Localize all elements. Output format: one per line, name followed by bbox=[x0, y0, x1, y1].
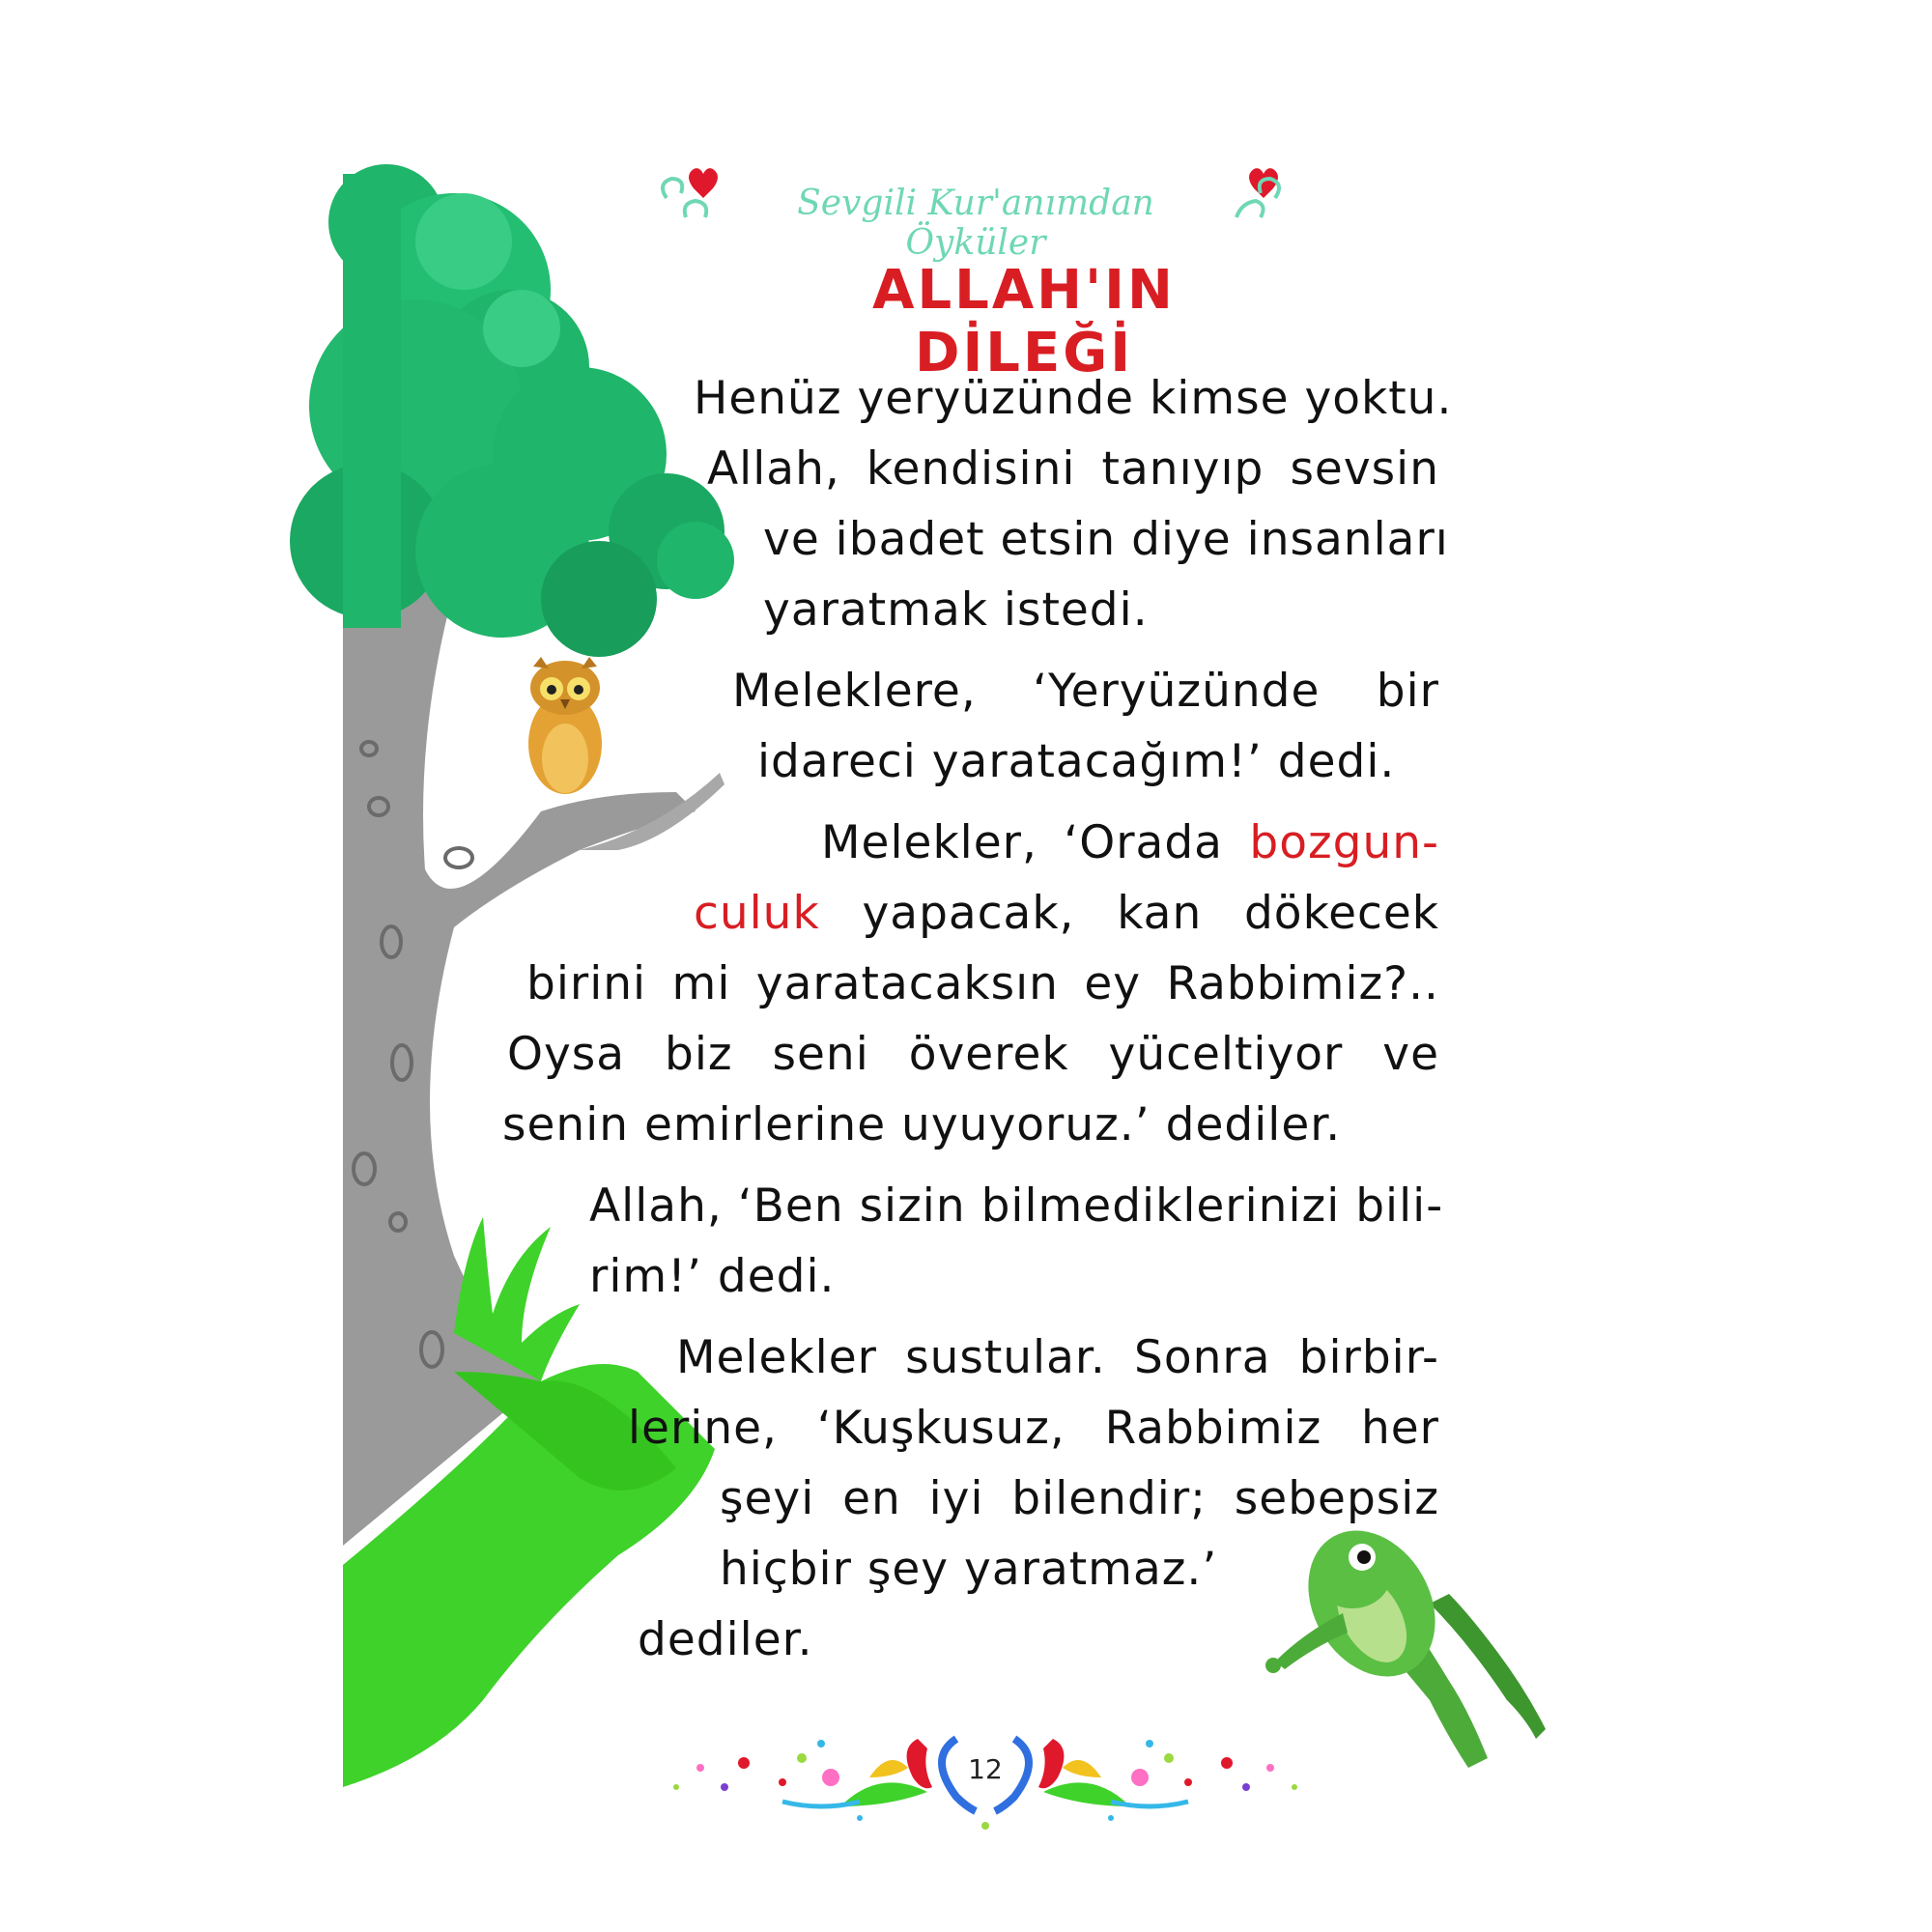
text-line: Henüz yeryüzünde kimse yoktu. bbox=[694, 372, 1453, 425]
series-header: Sevgili Kur'anımdan Öyküler bbox=[797, 184, 1154, 263]
highlighted-word: culuk bbox=[694, 887, 820, 940]
page-number: 12 bbox=[968, 1753, 1003, 1785]
text-line: lerine, ‘Kuşkusuz, Rabbimiz her bbox=[628, 1402, 1439, 1455]
text-line: Allah, kendisini tanıyıp sevsin bbox=[707, 442, 1439, 496]
text-line: şeyi en iyi bilendir; sebepsiz bbox=[720, 1472, 1439, 1525]
text-line: Meleklere, ‘Yeryüzünde bir bbox=[732, 665, 1439, 718]
text-segment: Melekler, ‘Orada bbox=[821, 816, 1250, 869]
text-segment: yapacak, kan dökecek bbox=[819, 887, 1439, 940]
text-line: idareci yaratacağım!’ dedi. bbox=[757, 735, 1396, 788]
heart-swirl-ornament bbox=[1236, 168, 1279, 217]
story-title: ALLAH'IN DİLEĞİ bbox=[872, 259, 1176, 384]
owl-illustration bbox=[528, 657, 602, 794]
text-line: Allah, ‘Ben sizin bilmediklerinizi bili- bbox=[589, 1179, 1444, 1233]
text-line bbox=[694, 887, 1439, 940]
text-line: senin emirlerine uyuyoruz.’ dediler. bbox=[502, 1098, 1342, 1151]
highlighted-word: bozgun- bbox=[1249, 816, 1439, 869]
text-line: Melekler sustular. Sonra birbir- bbox=[676, 1331, 1439, 1384]
text-line: birini mi yaratacaksın ey Rabbimiz?.. bbox=[526, 957, 1439, 1010]
text-line: dediler. bbox=[638, 1613, 813, 1666]
text-line: hiçbir şey yaratmaz.’ bbox=[720, 1543, 1218, 1596]
text-line: Oysa biz seni överek yüceltiyor ve bbox=[507, 1028, 1439, 1081]
heart-swirl-ornament bbox=[663, 168, 718, 217]
text-line: rim!’ dedi. bbox=[589, 1250, 836, 1303]
text-line: ve ibadet etsin diye insanları bbox=[763, 513, 1449, 566]
text-line bbox=[821, 816, 1439, 869]
text-line: yaratmak istedi. bbox=[763, 583, 1149, 637]
